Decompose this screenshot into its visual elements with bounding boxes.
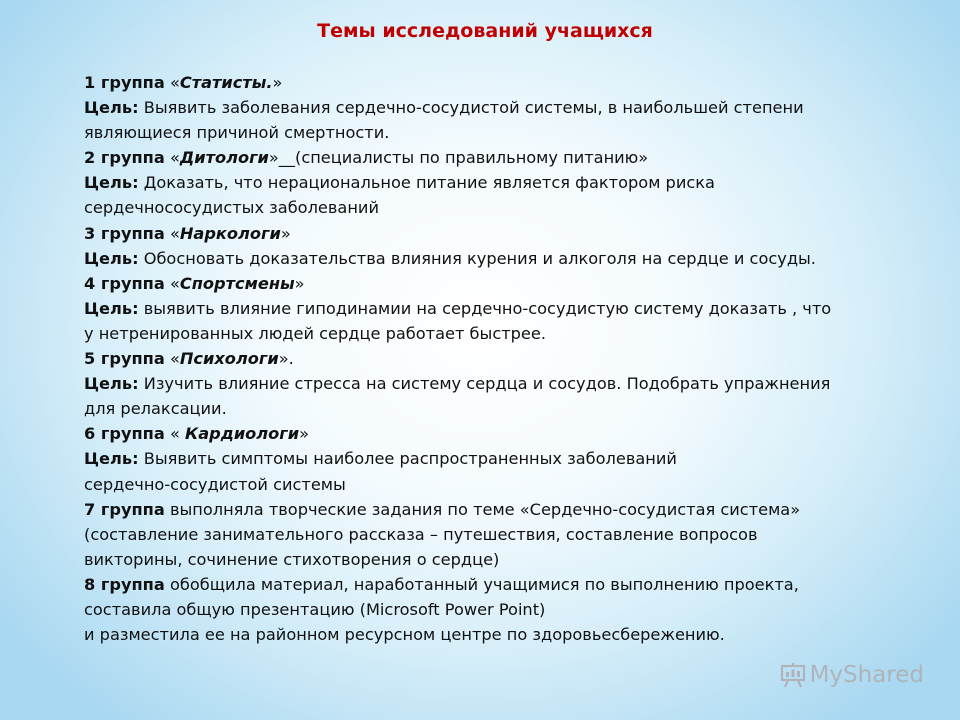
watermark [780,662,924,688]
group-heading: 5 группа «Психологи». [84,349,294,369]
group-description: викторины, сочинение стихотворения о сердце) [84,549,500,569]
group-goal-continued: сердечнососудистых заболеваний [84,198,379,218]
slide-title: Темы исследований учащихся [317,20,653,42]
group-heading: 1 группа «Статисты.» [84,73,283,92]
group-description: и разместила ее на районном ресурсном центре по здоровьесбережению. [84,625,725,645]
group-goal: Цель: Выявить симптомы наиболее распространенных заболеваний [84,449,677,469]
group-goal: Цель: Выявить заболевания сердечно-сосудистой системы, в наибольшей степени [84,98,804,118]
group-heading: 3 группа «Наркологи» [84,223,291,243]
group-goal-continued: являющиеся причиной смертности. [84,123,390,143]
research-topics-list [84,70,954,647]
group-heading: 4 группа «Спортсмены» [84,273,305,293]
presentation-board-icon [780,662,806,688]
group-goal-continued: для релаксации. [84,399,227,419]
group-heading: 2 группа «Дитологи»__(специалисты по правильному питанию» [84,148,649,168]
group-goal: Цель: Обосновать доказательства влияния курения и алкоголя на сердце и сосуды. [84,248,816,268]
group-heading: 7 группа выполняла творческие задания по теме «Сердечно-сосудистая система» [84,499,801,519]
watermark-text: MyShared [809,662,924,688]
group-goal: Цель: выявить влияние гиподинамии на сердечно-сосудистую систему доказать , что [84,298,832,318]
group-goal-continued: у нетренированных людей сердце работает быстрее. [84,323,546,343]
group-heading: 6 группа « Кардиологи» [84,424,309,444]
group-description: составила общую презентацию (Microsoft Power Point) [84,599,546,619]
group-heading: 8 группа обобщила материал, наработанный учащимися по выполнению проекта, [84,574,799,594]
group-description: (составление занимательного рассказа – путешествия, составление вопросов [84,524,758,544]
group-goal-continued: сердечно-сосудистой системы [84,474,346,494]
group-goal: Цель: Доказать, что нерациональное питание является фактором риска [84,173,715,193]
group-goal: Цель: Изучить влияние стресса на систему сердца и сосудов. Подобрать упражнения [84,374,831,394]
